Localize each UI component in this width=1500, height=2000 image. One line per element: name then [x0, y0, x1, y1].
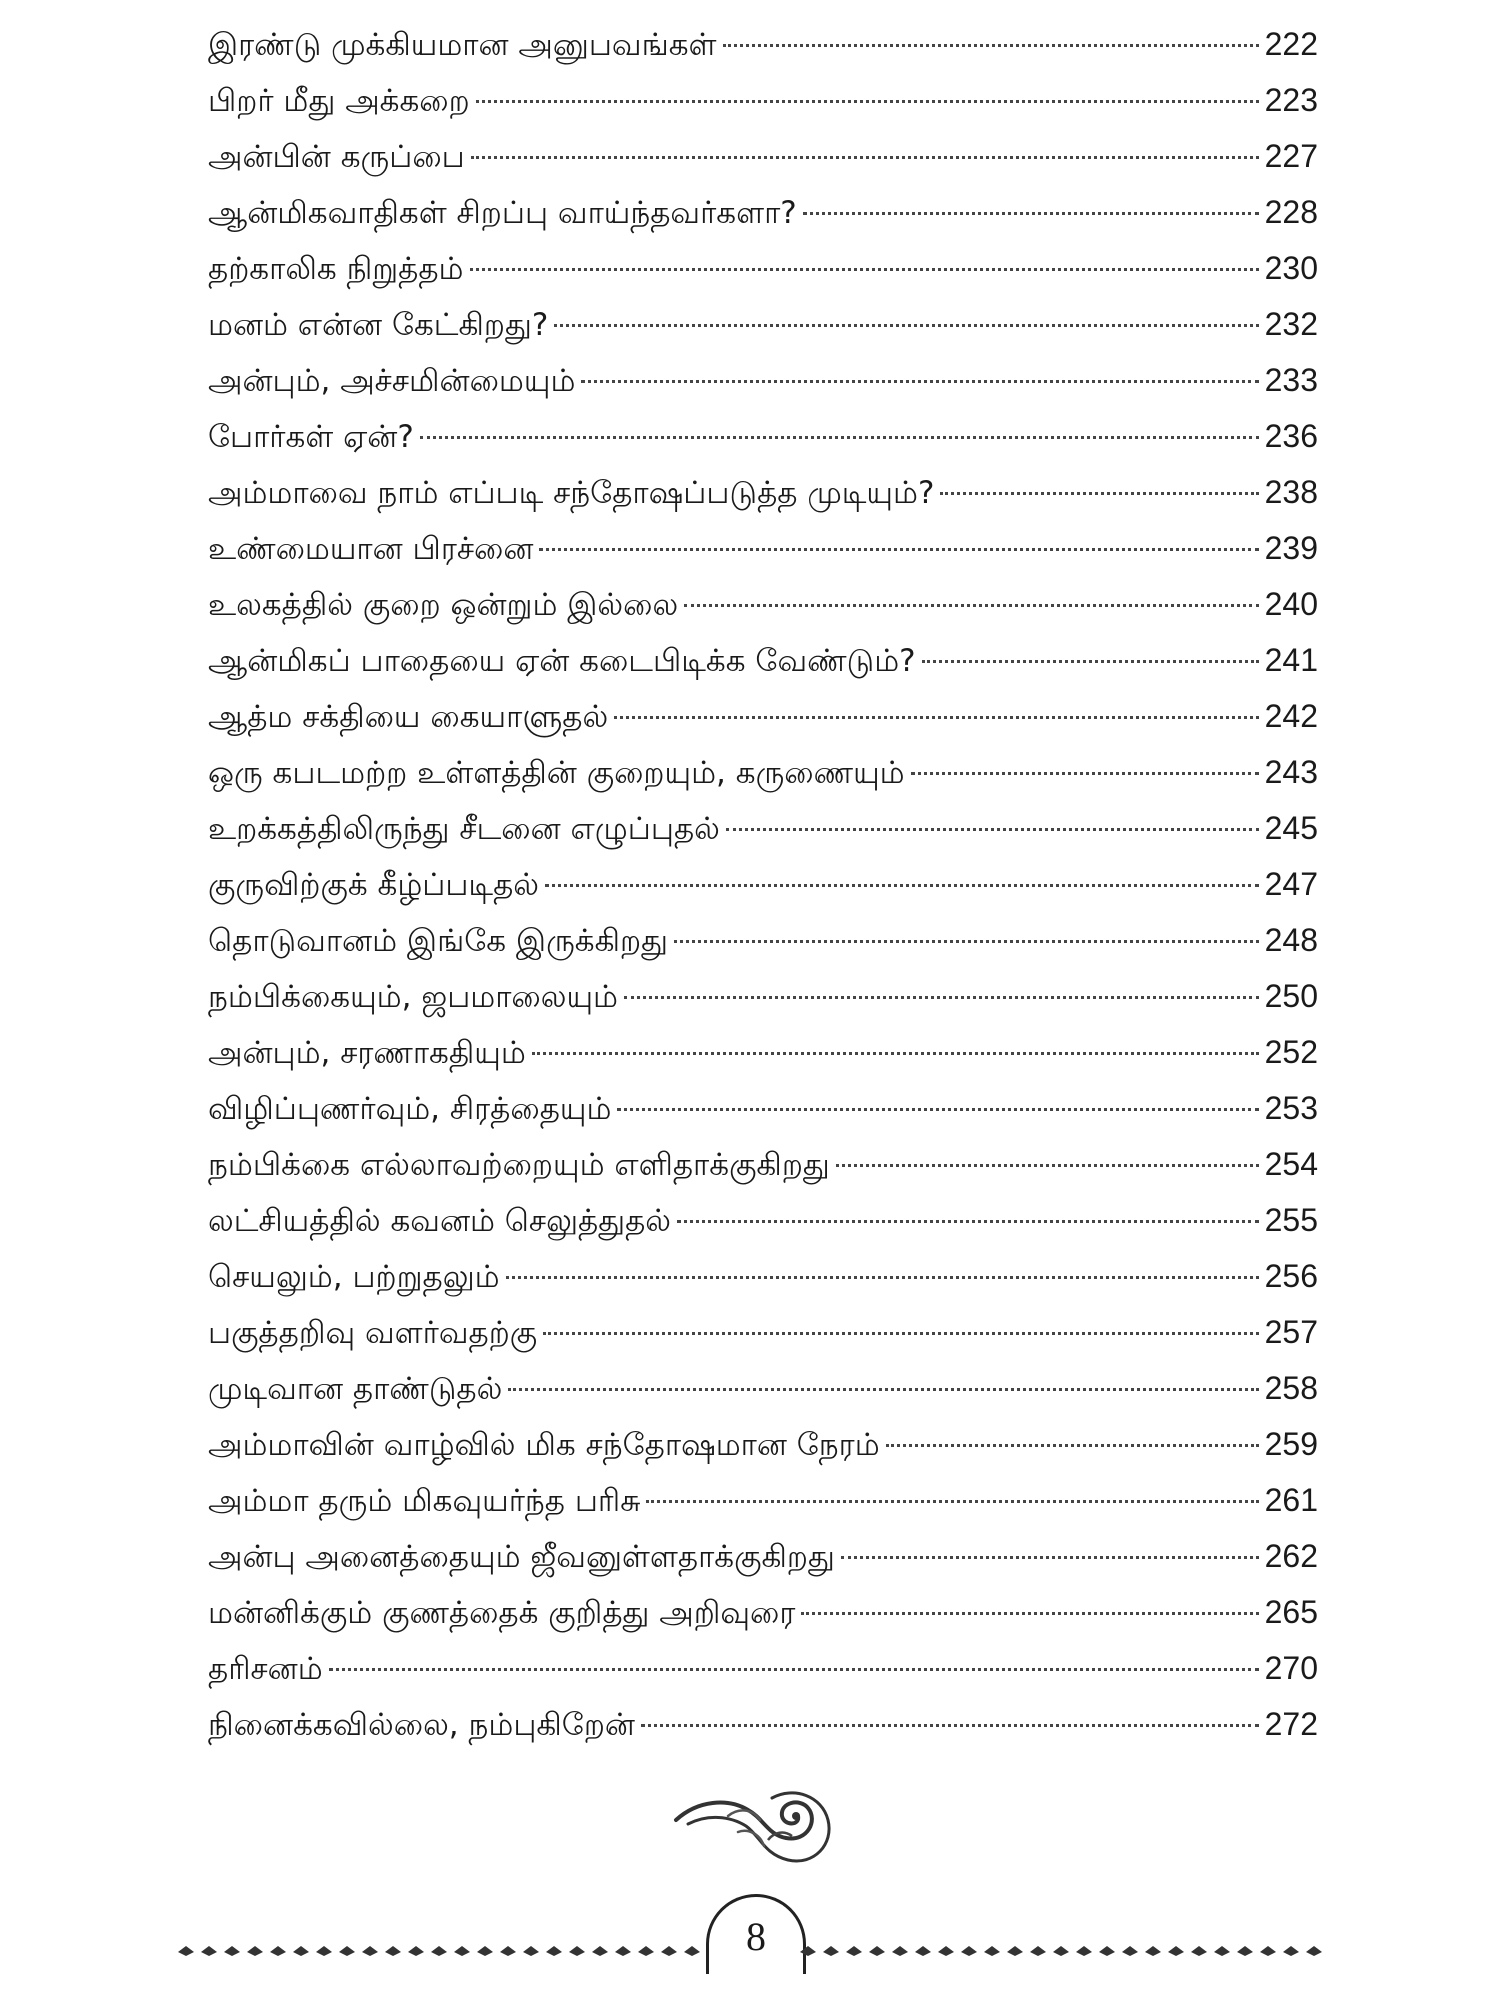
toc-entry-page: 227 — [1264, 138, 1318, 174]
dot-leader — [420, 436, 1259, 439]
dot-leader — [641, 1724, 1259, 1727]
toc-entry-title: போர்கள் ஏன்? — [208, 419, 414, 455]
toc-entry — [208, 296, 1318, 352]
border-diamond-mark — [846, 1946, 862, 1956]
toc-entry — [208, 1416, 1318, 1472]
toc-entry-title: பகுத்தறிவு வளர்வதற்கு — [208, 1315, 538, 1351]
toc-entry — [208, 1472, 1318, 1528]
border-diamond-mark — [316, 1946, 332, 1956]
toc-entry-title: பிறர் மீது அக்கறை — [208, 83, 470, 119]
toc-entry-page: 250 — [1264, 978, 1318, 1014]
dot-leader — [543, 1332, 1258, 1335]
toc-entry-page: 245 — [1264, 810, 1318, 846]
toc-entry — [208, 408, 1318, 464]
border-diamond-mark — [1099, 1946, 1115, 1956]
dot-leader — [684, 604, 1258, 607]
dot-leader — [803, 212, 1259, 215]
toc-entry-title: தரிசனம் — [208, 1651, 323, 1687]
border-diamond-mark — [454, 1946, 470, 1956]
border-diamond-mark — [1306, 1946, 1322, 1956]
dot-leader — [646, 1500, 1258, 1503]
border-diamond-mark — [638, 1946, 654, 1956]
dot-leader — [922, 660, 1259, 663]
dot-leader — [801, 1612, 1258, 1615]
dot-leader — [677, 1220, 1259, 1223]
border-diamond-mark — [684, 1946, 700, 1956]
toc-entry-title: செயலும், பற்றுதலும் — [208, 1259, 500, 1295]
dot-leader — [471, 156, 1259, 159]
dot-leader — [506, 1276, 1259, 1279]
border-diamond-mark — [938, 1946, 954, 1956]
toc-entry-title: குருவிற்குக் கீழ்ப்படிதல் — [208, 867, 540, 903]
border-diamond-mark — [592, 1946, 608, 1956]
toc-entry-page: 228 — [1264, 194, 1318, 230]
toc-entry-page: 272 — [1264, 1706, 1318, 1742]
border-diamond-mark — [661, 1946, 677, 1956]
toc-entry — [208, 1584, 1318, 1640]
toc-entry — [208, 1640, 1318, 1696]
toc-entry — [208, 576, 1318, 632]
border-diamond-mark — [892, 1946, 908, 1956]
toc-entry-page: 253 — [1264, 1090, 1318, 1126]
scroll-flourish-icon — [668, 1780, 838, 1870]
border-diamond-mark — [869, 1946, 885, 1956]
toc-entry-title: முடிவான தாண்டுதல் — [208, 1371, 503, 1407]
border-diamond-mark — [915, 1946, 931, 1956]
toc-entry-page: 254 — [1264, 1146, 1318, 1182]
border-diamond-mark — [385, 1946, 401, 1956]
toc-entry-page: 270 — [1264, 1650, 1318, 1686]
dot-leader — [581, 380, 1258, 383]
dot-leader — [841, 1556, 1259, 1559]
toc-entry-page: 232 — [1264, 306, 1318, 342]
toc-entry-page: 243 — [1264, 754, 1318, 790]
toc-entry-title: அம்மாவின் வாழ்வில் மிக சந்தோஷமான நேரம் — [208, 1427, 880, 1463]
toc-entry-title: உலகத்தில் குறை ஒன்றும் இல்லை — [208, 587, 679, 623]
border-diamond-mark — [1007, 1946, 1023, 1956]
toc-entry-page: 236 — [1264, 418, 1318, 454]
toc-entry-page: 233 — [1264, 362, 1318, 398]
toc-entry — [208, 800, 1318, 856]
border-diamond-mark — [984, 1946, 1000, 1956]
toc-entry-title: மன்னிக்கும் குணத்தைக் குறித்து அறிவுரை — [208, 1595, 796, 1631]
dot-leader — [329, 1668, 1259, 1671]
border-diamond-mark — [500, 1946, 516, 1956]
dot-leader — [532, 1052, 1259, 1055]
dot-leader — [508, 1388, 1258, 1391]
toc-entry-page: 223 — [1264, 82, 1318, 118]
toc-entry-page: 230 — [1264, 250, 1318, 286]
border-diamond-mark — [477, 1946, 493, 1956]
toc-entry — [208, 1304, 1318, 1360]
decorative-border-left — [178, 1936, 704, 1966]
border-diamond-mark — [339, 1946, 355, 1956]
page-number: 8 — [706, 1894, 806, 1974]
toc-entry-page: 252 — [1264, 1034, 1318, 1070]
toc-entry-title: லட்சியத்தில் கவனம் செலுத்துதல் — [208, 1203, 672, 1239]
toc-entry — [208, 1696, 1318, 1752]
toc-entry-title: நினைக்கவில்லை, நம்புகிறேன் — [208, 1707, 635, 1743]
toc-entry-page: 240 — [1264, 586, 1318, 622]
toc-entry — [208, 72, 1318, 128]
border-diamond-mark — [961, 1946, 977, 1956]
toc-entry-page: 242 — [1264, 698, 1318, 734]
toc-entry — [208, 352, 1318, 408]
toc-entry-title: ஆன்மிகவாதிகள் சிறப்பு வாய்ந்தவர்களா? — [208, 195, 797, 231]
toc-entry-title: ஆன்மிகப் பாதையை ஏன் கடைபிடிக்க வேண்டும்? — [208, 643, 916, 679]
toc-entry-page: 239 — [1264, 530, 1318, 566]
dot-leader — [723, 44, 1259, 47]
toc-entry-title: அம்மாவை நாம் எப்படி சந்தோஷப்படுத்த முடியும்? — [208, 475, 935, 511]
toc-entry-page: 241 — [1264, 642, 1318, 678]
toc-entry-page: 261 — [1264, 1482, 1318, 1518]
toc-entry-title: இரண்டு முக்கியமான அனுபவங்கள் — [208, 27, 717, 63]
border-diamond-mark — [293, 1946, 309, 1956]
border-diamond-mark — [1214, 1946, 1230, 1956]
border-diamond-mark — [1030, 1946, 1046, 1956]
toc-entry-page: 255 — [1264, 1202, 1318, 1238]
toc-entry-page: 256 — [1264, 1258, 1318, 1294]
dot-leader — [911, 772, 1259, 775]
border-diamond-mark — [1283, 1946, 1299, 1956]
border-diamond-mark — [1191, 1946, 1207, 1956]
toc-entry-title: விழிப்புணர்வும், சிரத்தையும் — [208, 1091, 612, 1127]
toc-entry — [208, 1360, 1318, 1416]
toc-entry-title: உண்மையான பிரச்னை — [208, 531, 534, 567]
toc-entry-title: ஆத்ம சக்தியை கையாளுதல் — [208, 699, 609, 735]
border-diamond-mark — [431, 1946, 447, 1956]
toc-entry — [208, 1024, 1318, 1080]
border-diamond-mark — [362, 1946, 378, 1956]
toc-entry-page: 238 — [1264, 474, 1318, 510]
dot-leader — [836, 1164, 1259, 1167]
toc-entry-title: உறக்கத்திலிருந்து சீடனை எழுப்புதல் — [208, 811, 720, 847]
dot-leader — [617, 1108, 1258, 1111]
toc-entry-title: தொடுவானம் இங்கே இருக்கிறது — [208, 923, 669, 959]
toc-entry — [208, 464, 1318, 520]
dot-leader — [545, 884, 1259, 887]
border-diamond-mark — [1053, 1946, 1069, 1956]
toc-entry — [208, 184, 1318, 240]
toc-entry-title: அன்பின் கருப்பை — [208, 139, 465, 175]
toc-entry — [208, 744, 1318, 800]
toc-entry-page: 265 — [1264, 1594, 1318, 1630]
dot-leader — [726, 828, 1259, 831]
toc-entry-title: அன்பு அனைத்தையும் ஜீவனுள்ளதாக்குகிறது — [208, 1539, 835, 1575]
border-diamond-mark — [800, 1946, 816, 1956]
toc-entry-page: 259 — [1264, 1426, 1318, 1462]
toc-entry — [208, 520, 1318, 576]
border-diamond-mark — [247, 1946, 263, 1956]
border-diamond-mark — [270, 1946, 286, 1956]
border-diamond-mark — [615, 1946, 631, 1956]
border-diamond-mark — [569, 1946, 585, 1956]
toc-entry — [208, 240, 1318, 296]
toc-entry — [208, 1136, 1318, 1192]
dot-leader — [624, 996, 1259, 999]
toc-entry-title: ஒரு கபடமற்ற உள்ளத்தின் குறையும், கருணையும் — [208, 755, 905, 791]
toc-entry-title: அம்மா தரும் மிகவுயர்ந்த பரிசு — [208, 1483, 641, 1519]
toc-entry — [208, 856, 1318, 912]
toc-entry-page: 257 — [1264, 1314, 1318, 1350]
toc-entry — [208, 1080, 1318, 1136]
dot-leader — [554, 324, 1258, 327]
toc-entry-title: அன்பும், அச்சமின்மையும் — [208, 363, 576, 399]
toc-entry-page: 222 — [1264, 26, 1318, 62]
dot-leader — [886, 1444, 1259, 1447]
toc-entry — [208, 1192, 1318, 1248]
dot-leader — [470, 268, 1259, 271]
toc-entry — [208, 912, 1318, 968]
border-diamond-mark — [546, 1946, 562, 1956]
toc-entry-page: 258 — [1264, 1370, 1318, 1406]
decorative-border-right — [800, 1936, 1330, 1966]
border-diamond-mark — [224, 1946, 240, 1956]
border-diamond-mark — [1145, 1946, 1161, 1956]
toc-entry-page: 248 — [1264, 922, 1318, 958]
toc-entry — [208, 688, 1318, 744]
toc-entry — [208, 16, 1318, 72]
dot-leader — [940, 492, 1258, 495]
border-diamond-mark — [1237, 1946, 1253, 1956]
toc-entry — [208, 1248, 1318, 1304]
dot-leader — [614, 716, 1258, 719]
border-diamond-mark — [408, 1946, 424, 1956]
border-diamond-mark — [523, 1946, 539, 1956]
toc-entry-title: மனம் என்ன கேட்கிறது? — [208, 307, 549, 343]
toc-entry-page: 262 — [1264, 1538, 1318, 1574]
toc-entry-page: 247 — [1264, 866, 1318, 902]
toc-entry-title: தற்காலிக நிறுத்தம் — [208, 251, 464, 287]
border-diamond-mark — [1168, 1946, 1184, 1956]
border-diamond-mark — [1260, 1946, 1276, 1956]
toc-entry — [208, 632, 1318, 688]
dot-leader — [476, 100, 1259, 103]
dot-leader — [539, 548, 1258, 551]
toc-entry-title: நம்பிக்கையும், ஜபமாலையும் — [208, 979, 618, 1015]
border-diamond-mark — [201, 1946, 217, 1956]
toc-entry — [208, 128, 1318, 184]
border-diamond-mark — [178, 1946, 194, 1956]
border-diamond-mark — [1076, 1946, 1092, 1956]
table-of-contents — [208, 16, 1318, 1752]
border-diamond-mark — [1122, 1946, 1138, 1956]
toc-entry-title: நம்பிக்கை எல்லாவற்றையும் எளிதாக்குகிறது — [208, 1147, 830, 1183]
toc-entry — [208, 968, 1318, 1024]
dot-leader — [674, 940, 1259, 943]
toc-entry — [208, 1528, 1318, 1584]
toc-entry-title: அன்பும், சரணாகதியும் — [208, 1035, 526, 1071]
border-diamond-mark — [823, 1946, 839, 1956]
